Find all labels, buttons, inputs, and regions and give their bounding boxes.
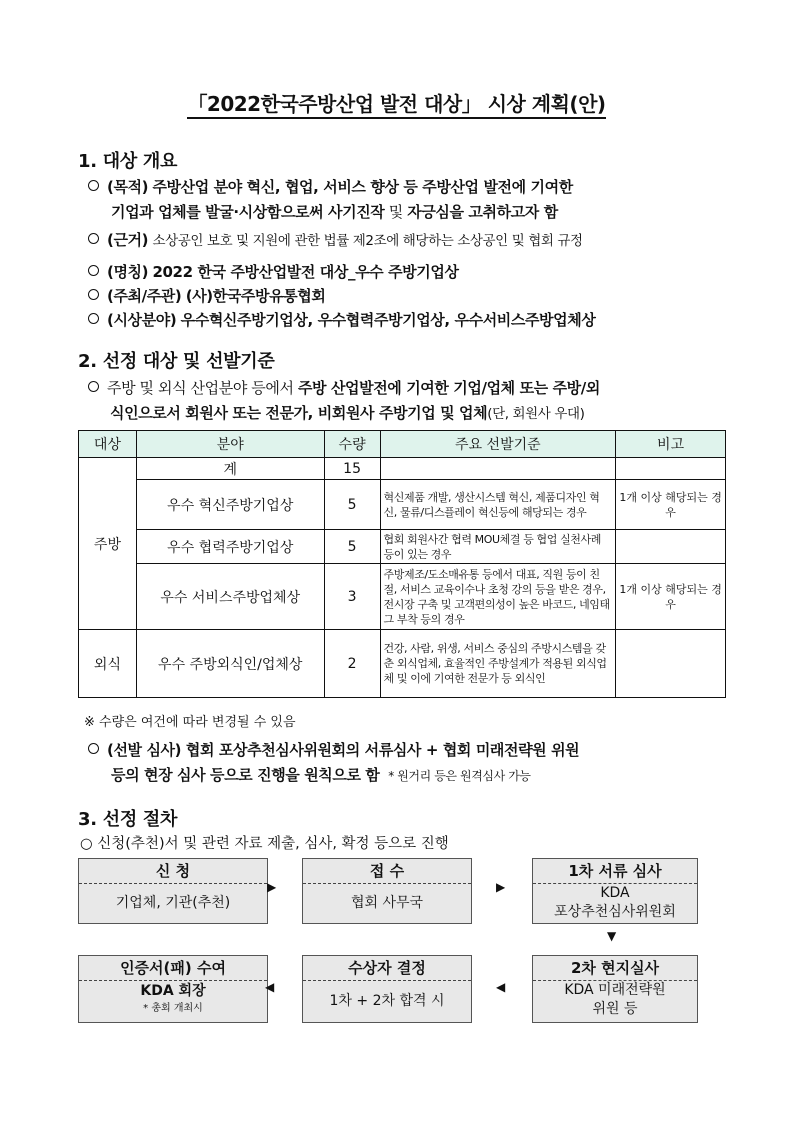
section1-heading: 1. 대상 개요	[78, 151, 178, 172]
group-kitchen: 주방	[79, 458, 137, 630]
selection-table	[78, 430, 726, 698]
arrow-right-icon: ▶	[496, 880, 506, 894]
circle-bullet-icon	[88, 743, 99, 754]
step-award: 인증서(패) 수여 KDA 회장 * 총회 개최시	[78, 955, 268, 1023]
table-row	[79, 458, 726, 480]
circle-bullet-icon	[88, 233, 99, 244]
step-document-review: 1차 서류 심사 KDA 포상추천심사위원회	[532, 858, 698, 924]
field-item: (시상분야) 우수혁신주방기업상, 우수협력주방기업상, 우수서비스주방업체상	[88, 308, 595, 333]
table-row: 우수 협력주방기업상 5 협회 회원사간 협력 MOU체결 등 협업 실천사례 등이 있는 경우	[79, 530, 726, 564]
procedure-intro: ○ 신청(추천)서 및 관련 자료 제출, 심사, 확정 등으로 진행	[80, 836, 449, 852]
col-header-criteria: 주요 선발기준	[380, 431, 616, 458]
circle-bullet-icon	[88, 180, 99, 191]
table-row: 외식 우수 주방외식인/업체상 2 건강, 사람, 위생, 서비스 중심의 주방시스템을 갖춘 외식업체, 효율적인 주방설계가 적용된 외식업체 및 이에 기여한 전문가 등 외식인	[79, 630, 726, 698]
section3-heading: 3. 선정 절차	[78, 809, 178, 830]
circle-bullet-icon	[88, 313, 99, 324]
quantity-note: ※ 수량은 여건에 따라 변경될 수 있음	[84, 715, 296, 730]
total-label: 계	[136, 458, 324, 480]
arrow-right-icon: ▶	[267, 880, 277, 894]
arrow-left-icon: ◀	[496, 980, 506, 994]
step-site-review: 2차 현지실사 KDA 미래전략원 위원 등	[532, 955, 698, 1023]
arrow-left-icon: ◀	[265, 980, 275, 994]
col-header-field: 분야	[136, 431, 324, 458]
host-item: (주최/주관) (사)한국주방유통협회	[88, 284, 325, 309]
table-row: 우수 혁신주방기업상 5 혁신제품 개발, 생산시스템 혁신, 제품디자인 혁신, 물류/디스플레이 혁신등에 해당되는 경우 1개 이상 해당되는 경우	[79, 480, 726, 530]
purpose-item: (목적) 주방산업 분야 혁신, 협업, 서비스 향상 등 주방산업 발전에 기여한 기업과 업체를 발굴·시상함으로써 사기진작 및 자긍심을 고취하고자 함	[88, 175, 738, 225]
section2-heading: 2. 선정 대상 및 선발기준	[78, 351, 275, 372]
step-decide: 수상자 결정 1차 + 2차 합격 시	[302, 955, 472, 1023]
step-receive: 접 수 협회 사무국	[302, 858, 472, 924]
col-header-target: 대상	[79, 431, 137, 458]
name-item: (명칭) 2022 한국 주방산업발전 대상_우수 주방기업상	[88, 260, 459, 285]
circle-bullet-icon	[88, 289, 99, 300]
basis-item: (근거) 소상공인 보호 및 지원에 관한 법률 제2조에 해당하는 소상공인 및 협회 규정	[88, 228, 748, 254]
review-item: (선발 심사) 협회 포상추천심사위원회의 서류심사 + 협회 미래전략원 위원 등의 현장 심사 등으로 진행을 원칙으로 함 * 원거리 등은 원격심사 가능	[88, 738, 748, 789]
table-row: 우수 서비스주방업체상 3 주방제조/도소매유통 등에서 대표, 직원 등이 친절, 서비스 교육이수나 초청 강의 등을 받은 경우, 전시장 구축 및 고객편의성이 높은 바코드, 네임태그 부착 등의 경우 1개 이상 해당되는 경우	[79, 564, 726, 630]
step-apply: 신 청 기업체, 기관(추천)	[78, 858, 268, 924]
arrow-down-icon: ▼	[607, 929, 617, 943]
total-qty: 15	[324, 458, 380, 480]
page-title: 「2022한국주방산업 발전 대상」 시상 계획(안)	[0, 88, 793, 117]
col-header-remark: 비고	[616, 431, 726, 458]
selection-intro: 주방 및 외식 산업분야 등에서 주방 산업발전에 기여한 기업/업체 또는 주방/외 식인으로서 회원사 또는 전문가, 비회원사 주방기업 및 업체(단, 회원사 우대)	[88, 376, 738, 427]
circle-bullet-icon	[88, 381, 99, 392]
group-food: 외식	[79, 630, 137, 698]
circle-bullet-icon	[88, 265, 99, 276]
col-header-qty: 수량	[324, 431, 380, 458]
